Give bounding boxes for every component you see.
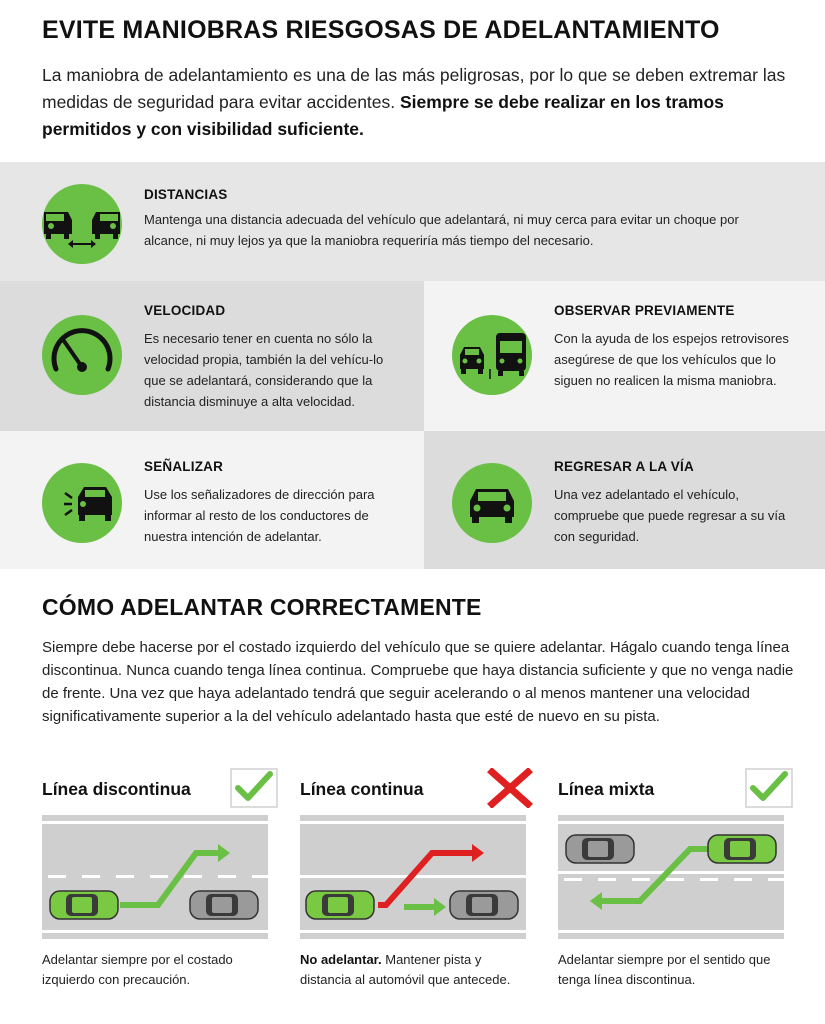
caption-text: Adelantar siempre por el costado izquierdo con precaución. [42, 952, 233, 987]
check-icon [745, 768, 793, 808]
gray-car [566, 835, 634, 863]
distancias-title: DISTANCIAS [144, 187, 228, 202]
card-velocidad [0, 281, 424, 431]
regresar-text: Una vez adelantado el vehículo, compruebe que puede regresar a su vía con seguridad. [554, 487, 786, 544]
senalizar-title: SEÑALIZAR [144, 459, 224, 474]
caption-continua [300, 950, 525, 990]
caption-discontinua [42, 950, 267, 990]
card-senalizar [0, 431, 424, 569]
observar-title: OBSERVAR PREVIAMENTE [554, 303, 735, 318]
green-car [50, 891, 118, 919]
intro-bold: Siempre se debe realizar en los tramos permitidos y con visibilidad suficiente. [42, 92, 724, 139]
intro-text: La maniobra de adelantamiento es una de las más peligrosas, por lo que se deben extremar las medidas de seguridad para evitar accidentes. [42, 65, 786, 112]
card-regresar [424, 431, 825, 569]
caption-mixta [558, 950, 783, 990]
gray-car [450, 891, 518, 919]
diagram-title-mixta: Línea mixta [558, 779, 655, 799]
distancias-text: Mantenga una distancia adecuada del vehículo que adelantará, ni muy cerca para evitar un choque por alcance, ni muy lejos ya que la maniobra requeriría más tiempo del necesario. [144, 212, 739, 248]
car-front-icon [452, 463, 532, 543]
regresar-title: REGRESAR A LA VÍA [554, 459, 694, 474]
car-and-bus-icon [452, 315, 532, 395]
two-cars-distance-icon [42, 184, 122, 264]
caption-text: Adelantar siempre por el sentido que tenga línea discontinua. [558, 952, 771, 987]
velocidad-text: Es necesario tener en cuenta no sólo la velocidad propia, también la del vehícu-lo que se adelantará, considerando que la distancia disminuye a alta velocidad. [144, 331, 384, 409]
section-title: CÓMO ADELANTAR CORRECTAMENTE [42, 594, 482, 620]
caption-bold: No adelantar. [300, 952, 382, 967]
green-car [708, 835, 776, 863]
card-distancias [0, 162, 825, 281]
cross-icon [486, 768, 534, 808]
intro-paragraph [42, 62, 802, 143]
speedometer-icon [42, 315, 122, 395]
caption-text: Mantener pista y distancia al automóvil que antecede. [300, 952, 511, 987]
road-diagram-discontinua [42, 815, 268, 939]
gray-car [190, 891, 258, 919]
card-observar [424, 281, 825, 431]
observar-text: Con la ayuda de los espejos retrovisores asegúrese de que los vehículos que lo siguen no realicen la misma maniobra. [554, 331, 789, 388]
diagram-title-discontinua: Línea discontinua [42, 779, 191, 799]
velocidad-title: VELOCIDAD [144, 303, 226, 318]
diagram-title-continua: Línea continua [300, 779, 424, 799]
page-title: EVITE MANIOBRAS RIESGOSAS DE ADELANTAMIENTO [42, 16, 720, 44]
check-icon [230, 768, 278, 808]
senalizar-text: Use los señalizadores de dirección para informar al resto de los conductores de nuestra intención de adelantar. [144, 487, 375, 544]
section-text: Siempre debe hacerse por el costado izquierdo del vehículo que se quiere adelantar. Hágalo cuando tenga línea discontinua. Nunca cuando tenga línea continua. Compruebe que haya distancia suficiente y que no venga nadie de frente. Una vez que haya adelantado tendrá que seguir acelerando o al menos mantener una velocidad significativamente superior a la del vehículo adelantado hasta que esté de nuevo en su pista. [42, 639, 794, 725]
road-diagram-continua [300, 815, 526, 939]
road-diagram-mixta [558, 815, 784, 939]
turn-signal-car-icon [42, 463, 122, 543]
green-car [306, 891, 374, 919]
